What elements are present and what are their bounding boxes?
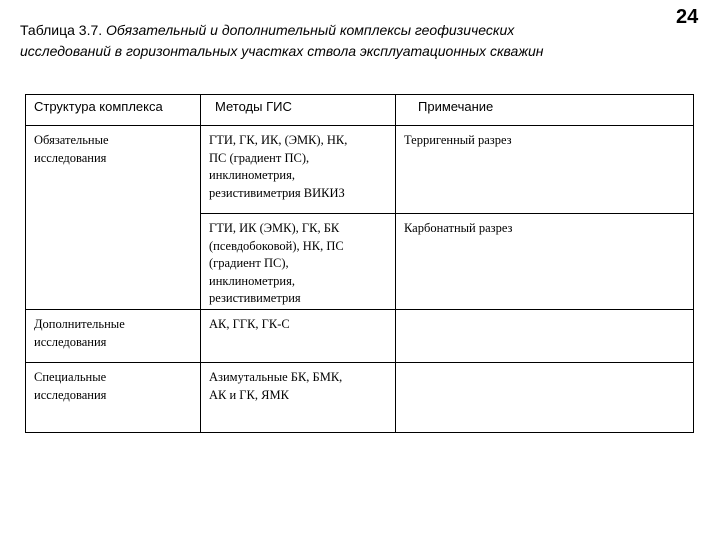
header-structure: Структура комплекса (26, 95, 201, 126)
caption-title-line2: исследований в горизонтальных участках ствола эксплуатационных скважин (20, 43, 544, 59)
cell-text: ГТИ, ГК, ИК, (ЭМК), НК, ПС (градиент ПС), инклинометрия, резистивиметрия ВИКИЗ (209, 133, 348, 200)
table-row (26, 310, 694, 363)
page-number: 24 (676, 6, 699, 28)
cell-text: АК, ГГК, ГК-С (209, 317, 290, 331)
cell-structure (26, 363, 201, 433)
cell-structure (26, 310, 201, 363)
header-methods: Методы ГИС (201, 95, 396, 126)
header-note: Примечание (396, 95, 694, 126)
cell-note (396, 214, 694, 310)
caption-title-line1: Обязательный и дополнительный комплексы геофизических (106, 22, 515, 38)
gis-complex-table (25, 94, 694, 433)
cell-structure (26, 126, 201, 310)
table-caption (20, 20, 660, 62)
table-row (26, 363, 694, 433)
cell-methods (201, 214, 396, 310)
cell-text: Обязательные исследования (34, 133, 109, 165)
cell-text: Специальные исследования (34, 370, 107, 402)
cell-note (396, 126, 694, 214)
cell-note (396, 310, 694, 363)
cell-text: Карбонатный разрез (404, 221, 513, 235)
cell-text: Азимутальные БК, БМК, АК и ГК, ЯМК (209, 370, 343, 402)
cell-text: Терригенный разрез (404, 133, 512, 147)
cell-methods (201, 310, 396, 363)
table-header-row (26, 95, 694, 126)
cell-methods (201, 363, 396, 433)
cell-text: ГТИ, ИК (ЭМК), ГК, БК (псевдобоковой), НК, ПС (градиент ПС), инклинометрия, резистивиметрия (209, 221, 344, 305)
cell-note (396, 363, 694, 433)
cell-text: Дополнительные исследования (34, 317, 125, 349)
cell-methods (201, 126, 396, 214)
table-row (26, 126, 694, 214)
caption-number: Таблица 3.7. (20, 22, 103, 38)
